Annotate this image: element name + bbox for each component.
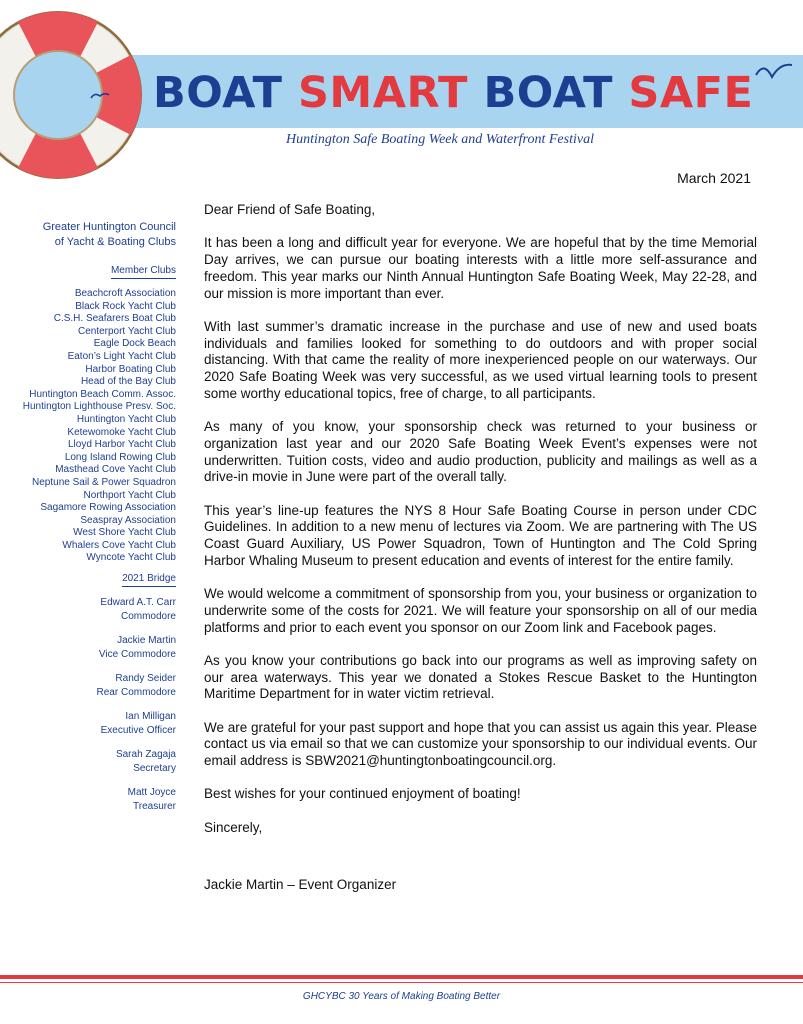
- member-club-item: Head of the Bay Club: [80, 376, 176, 388]
- officer-title: Treasurer: [133, 801, 176, 813]
- page-title: [153, 66, 753, 120]
- letter-paragraph: As many of you know, your sponsorship check was returned to your business or organization last year and our 2020 Safe Boating Week Event’s expenses were not underwritten. Tuition costs, video and audio production, publicity and mailings as well as a drive-in movie in June were part of the overall tally.: [204, 419, 757, 485]
- officer-name: Jackie Martin: [117, 635, 176, 647]
- council-name-line2: of Yacht & Boating Clubs: [54, 236, 176, 248]
- letter-paragraph: It has been a long and difficult year for everyone. We are hopeful that by the time Memorial Day arrives, we can pursue our boating interests with a little more self-assurance and freedom. This year marks our Ninth Annual Huntington Safe Boating Week, May 22-28, and our mission is more important than ever.: [204, 235, 757, 301]
- letter-paragraph: We are grateful for your past support and hope that you can assist us again this year. Please contact us via email so that we can customize your sponsorship to our individual events. Our email address is SBW2021@huntingtonboatingcouncil.org.: [204, 719, 757, 769]
- bridge-officer: [10, 634, 176, 662]
- sidebar: [10, 220, 176, 824]
- member-club-item: Eagle Dock Beach: [93, 338, 176, 350]
- member-clubs-list: [10, 288, 176, 565]
- letter-body: [204, 202, 757, 910]
- letter-paragraph: As you know your contributions go back into our programs as well as improving safety on our area waterways. This year we donated a Stokes Rescue Basket to the Huntington Maritime Department for in water victim retrieval.: [204, 652, 757, 702]
- member-club-item: Sagamore Rowing Association: [40, 502, 176, 514]
- footer-rule-thin: [0, 982, 803, 983]
- life-ring-icon: [0, 10, 174, 180]
- council-name-line1: Greater Huntington Council: [42, 221, 176, 233]
- member-club-item: Seaspray Association: [80, 514, 176, 526]
- bridge-header: 2021 Bridge: [122, 572, 176, 587]
- officer-name: Edward A.T. Carr: [100, 597, 176, 609]
- bridge-officer: [10, 672, 176, 700]
- title-word-boat-2: BOAT: [483, 68, 613, 118]
- member-club-item: Huntington Lighthouse Presv. Soc.: [22, 401, 176, 413]
- member-club-item: Huntington Yacht Club: [76, 413, 176, 425]
- officer-title: Rear Commodore: [96, 687, 176, 699]
- member-club-item: Eaton’s Light Yacht Club: [67, 350, 176, 362]
- letter-paragraph: With last summer’s dramatic increase in the purchase and use of new and used boats individuals and families looked for something to do outdoors and with proper social distancing. With that came the reality of more inexperienced people on our waterways. Our 2020 Safe Boating Week was very successful, as we used virtual learning tools to present some worthy educational topics, free of charge, to all participants.: [204, 318, 757, 401]
- officer-name: Matt Joyce: [127, 787, 176, 799]
- member-club-item: Harbor Boating Club: [85, 363, 176, 375]
- member-clubs-header: Member Clubs: [111, 264, 176, 279]
- member-club-item: Ketewomoke Yacht Club: [67, 426, 176, 438]
- footer-rule: [0, 975, 803, 979]
- seagull-icon: [754, 59, 794, 83]
- footer-tagline: GHCYBC 30 Years of Making Boating Better: [302, 991, 501, 1002]
- officer-name: Sarah Zagaja: [115, 749, 176, 761]
- member-club-item: Wyncote Yacht Club: [86, 552, 176, 564]
- letter-paragraph: Best wishes for your continued enjoyment of boating!: [204, 786, 521, 802]
- bridge-officer: [10, 748, 176, 776]
- title-word-smart: SMART: [297, 68, 468, 118]
- member-club-item: Beachcroft Association: [74, 288, 176, 299]
- officer-title: Executive Officer: [100, 725, 176, 737]
- member-club-item: Northport Yacht Club: [83, 489, 176, 501]
- officer-title: Commodore: [120, 611, 176, 623]
- bridge-officer: [10, 596, 176, 624]
- member-club-item: Whalers Cove Yacht Club: [62, 539, 176, 551]
- salutation: Dear Friend of Safe Boating,: [204, 202, 376, 217]
- bridge-officers-list: [10, 596, 176, 814]
- officer-name: Randy Seider: [115, 673, 176, 685]
- member-club-item: C.S.H. Seafarers Boat Club: [53, 313, 176, 325]
- member-club-item: Black Rock Yacht Club: [75, 300, 176, 312]
- officer-title: Secretary: [133, 763, 176, 775]
- letter-paragraphs: [204, 235, 757, 803]
- member-club-item: Masthead Cove Yacht Club: [55, 464, 176, 476]
- letter-paragraph: This year’s line-up features the NYS 8 Hour Safe Boating Course in person under CDC Guidelines. In addition to a new menu of lectures via Zoom. We are partnering with The US Coast Guard Auxiliary, US Power Squadron, Town of Huntington and The Cold Spring Harbor Whaling Museum to present education and events of interest for the entire family.: [204, 502, 757, 568]
- closing: Sincerely,: [204, 819, 263, 835]
- title-word-safe: SAFE: [628, 68, 754, 118]
- officer-title: Vice Commodore: [98, 649, 176, 661]
- member-club-item: Centerport Yacht Club: [77, 325, 176, 337]
- signature: Jackie Martin – Event Organizer: [204, 876, 397, 892]
- member-club-item: Huntington Beach Comm. Assoc.: [29, 388, 176, 400]
- letter-date: March 2021: [677, 170, 751, 186]
- bridge-officer: [10, 710, 176, 738]
- council-name: [10, 220, 176, 250]
- subtitle: Huntington Safe Boating Week and Waterfront Festival: [286, 132, 594, 147]
- officer-name: Ian Milligan: [125, 711, 176, 723]
- member-club-item: Long Island Rowing Club: [64, 451, 176, 463]
- title-word-boat: BOAT: [153, 68, 283, 118]
- member-club-item: Neptune Sail & Power Squadron: [32, 476, 176, 488]
- letter-paragraph: We would welcome a commitment of sponsorship from you, your business or organization to underwrite some of the costs for 2021. We will feature your sponsorship on all of our media platforms and prior to each event you sponsor on our Zoom link and Facebook pages.: [204, 586, 757, 635]
- member-club-item: Lloyd Harbor Yacht Club: [67, 439, 176, 451]
- member-club-item: West Shore Yacht Club: [73, 527, 176, 539]
- bridge-officer: [10, 786, 176, 814]
